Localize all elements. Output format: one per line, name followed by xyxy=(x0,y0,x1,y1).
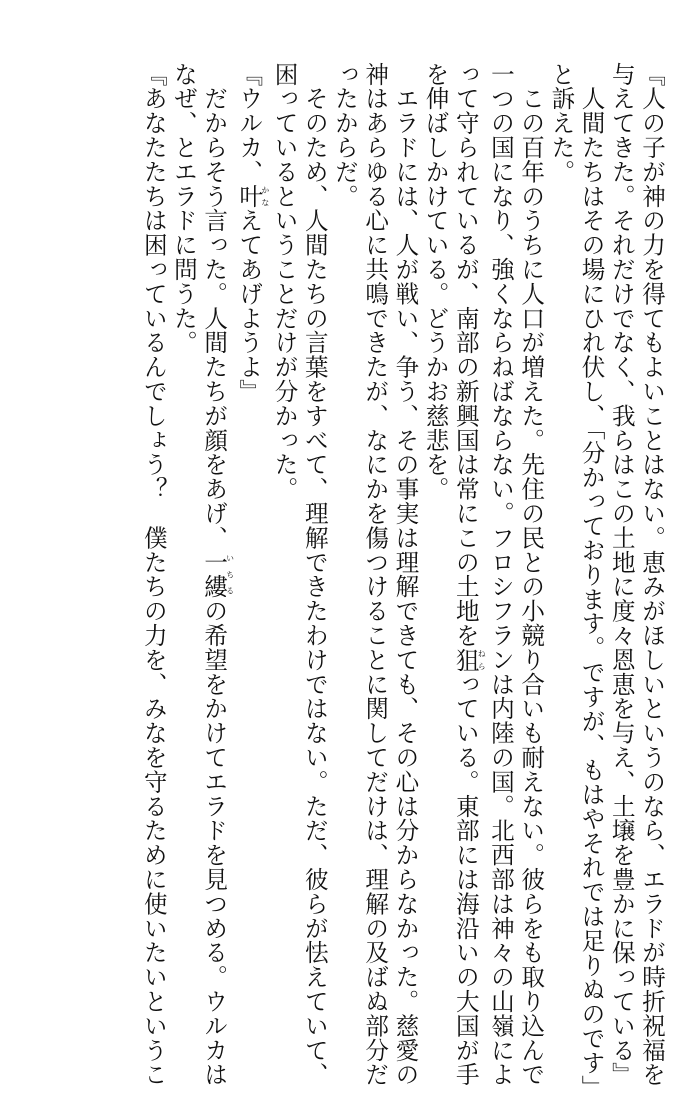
text-line: を伸ばしかけている。どうかお慈悲を。 xyxy=(421,62,450,502)
text-line: 『あなたたちは困っているんでしょう？ 僕たちの力を、みなを守るために使いたいというこ xyxy=(139,62,168,1087)
ruby-base: 一縷 xyxy=(200,550,229,599)
ruby-reading: ねら xyxy=(477,647,487,672)
text-line: 与えてきた。それだけでなく、我らはこの土地に度々恩恵を与え、土壌を豊かに保っている』 xyxy=(607,62,636,1087)
line-segment: っている。東部には海沿いの大国が手 xyxy=(451,672,480,1087)
line-segment: 『ウルカ、 xyxy=(235,62,264,184)
text-line: 神はあらゆる心に共鳴できたが、なにかを傷つけることに関してだけは、理解の及ばぬ部分だ xyxy=(361,62,390,1087)
text-line: なぜ、とエラドに問うた。 xyxy=(169,62,198,355)
text-line-with-ruby xyxy=(451,62,487,1087)
line-segment: って守られているが、南部の新興国は常にこの土地を xyxy=(451,62,480,648)
ruby-annotation xyxy=(451,647,487,673)
text-line: エラドには、人が戦い、争う、その事実は理解できても、その心は分からなかった。慈愛の xyxy=(391,62,420,1087)
text-line: 『人の子が神の力を得てもよいことはない。恵みがほしいというのなら、エラドが時折祝福を xyxy=(638,62,666,1087)
text-line-with-ruby xyxy=(199,62,235,1087)
text-line-with-ruby xyxy=(234,62,269,982)
ruby-annotation xyxy=(200,550,235,599)
text-line: 一つの国になり、強くならねばならない。フロシフランは内陸の国。北西部は神々の山嶺によ xyxy=(486,62,515,1087)
ruby-annotation xyxy=(235,184,270,209)
line-segment: だからそう言った。人間たちが顔をあげ、 xyxy=(200,62,229,550)
ruby-reading: かな xyxy=(260,184,270,209)
ruby-reading: いちる xyxy=(225,550,235,599)
ruby-base: 狙 xyxy=(451,647,480,673)
line-segment: の希望をかけてエラドを見つめる。ウルカは xyxy=(200,598,229,1087)
text-line: そのため、人間たちの言葉をすべて、理解できたわけではない。ただ、彼らが怯えていて、 xyxy=(300,62,329,1087)
vertical-text-body xyxy=(139,62,667,1099)
text-line: 人間たちはその場にひれ伏し、「分かっております。ですが、もはやそれでは足りぬのです」 xyxy=(577,62,606,1099)
text-line: 困っているということだけが分かった。 xyxy=(270,62,299,502)
text-line: と訴えた。 xyxy=(547,62,576,184)
text-line: ったからだ。 xyxy=(330,62,359,209)
ruby-base: 叶 xyxy=(235,184,264,209)
text-line: この百年のうちに人口が増えた。先住の民との小競り合いも耐えない。彼らをも取り込んで xyxy=(517,62,546,1087)
line-segment: えてあげようよ』 xyxy=(235,208,264,404)
